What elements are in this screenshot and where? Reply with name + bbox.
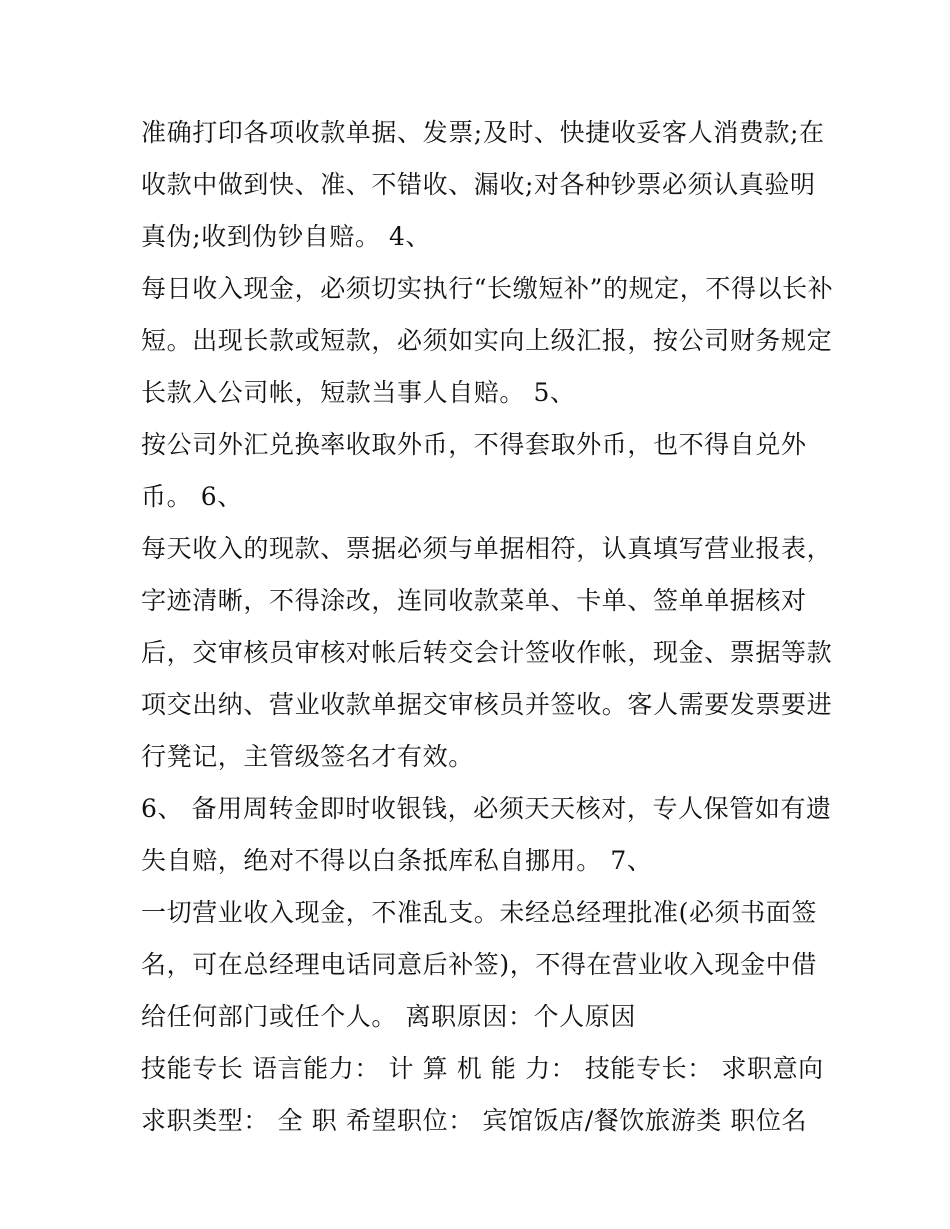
text-line: 真伪;收到伪钞自赔。 4、 [141,222,432,251]
text-line: 每天收入的现款、票据必须与单据相符，认真填写营业报表， [141,534,833,563]
text-line: 收款中做到快、准、不错收、漏收;对各种钞票必须认真验明 [141,170,816,199]
text-line: 币。 6、 [141,482,243,511]
text-line: 短。出现长款或短款，必须如实向上级汇报，按公司财务规定 [141,326,833,355]
text-line: 长款入公司帐，短款当事人自赔。 5、 [141,378,576,407]
text-line: 准确打印各项收款单据、发票;及时、快捷收妥客人消费款;在 [141,118,825,147]
text-line: 6、 备用周转金即时收银钱，必须天天核对，专人保管如有遗 [141,794,832,823]
text-line: 字迹清晰，不得涂改，连同收款菜单、卡单、签单单据核对 [141,586,807,615]
text-line: 求职类型： 全 职 希望职位： 宾馆饭店/餐饮旅游类 职位名 [141,1106,808,1135]
text-line: 技能专长 语言能力： 计 算 机 能 力： 技能专长： 求职意向 [141,1054,824,1083]
text-line: 一切营业收入现金，不准乱支。未经总经理批准(必须书面签 [141,898,817,927]
body-text [141,107,834,1147]
text-line: 失自赔，绝对不得以白条抵库私自挪用。 7、 [141,846,653,875]
text-line: 后，交审核员审核对帐后转交会计签收作帐，现金、票据等款 [141,638,833,667]
text-line: 每日收入现金，必须切实执行“长缴短补”的规定，不得以长补 [141,274,834,303]
text-line: 名，可在总经理电话同意后补签)，不得在营业收入现金中借 [141,950,817,979]
text-line: 给任何部门或任个人。 离职原因：个人原因 [141,1002,636,1031]
text-line: 项交出纳、营业收款单据交审核员并签收。客人需要发票要进 [141,690,833,719]
text-line: 行凳记，主管级签名才有效。 [141,742,474,771]
text-line: 按公司外汇兑换率收取外币，不得套取外币，也不得自兑外 [141,430,807,459]
